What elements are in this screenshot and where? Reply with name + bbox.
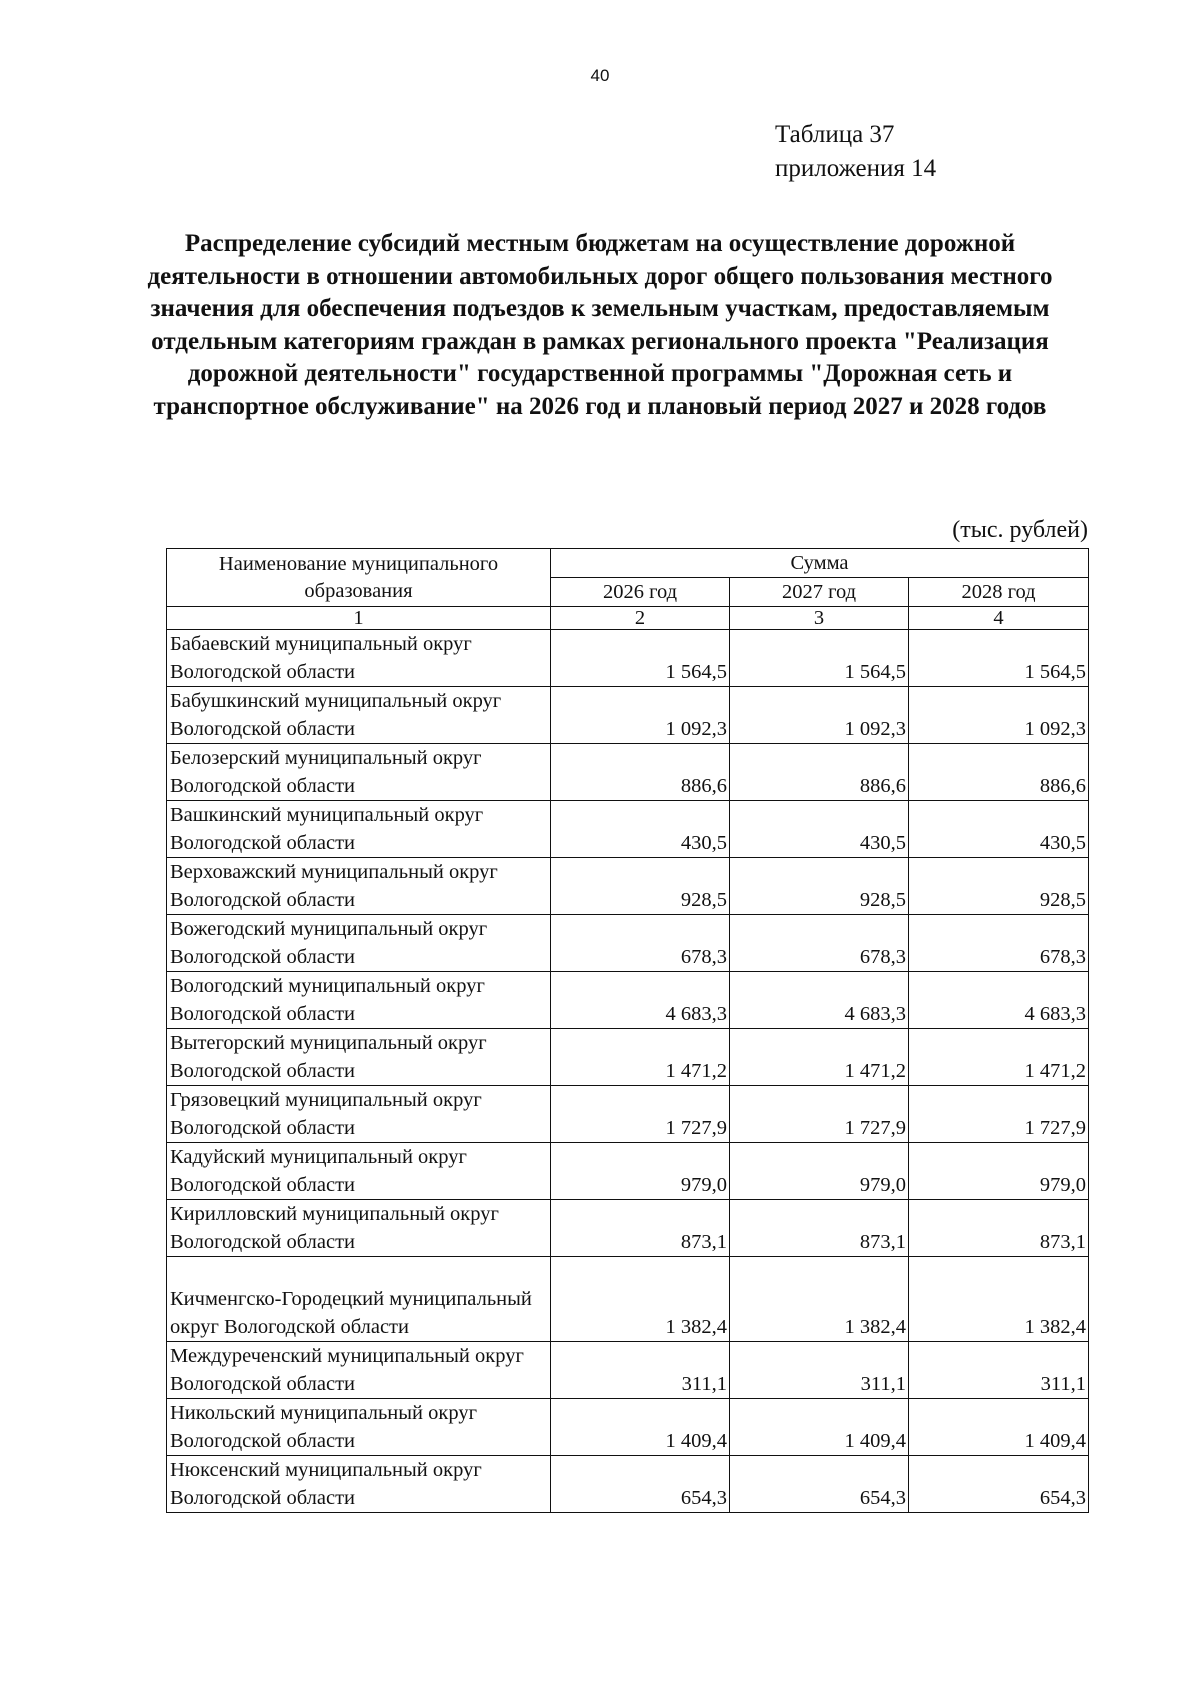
table-row — [167, 1086, 1089, 1143]
value-2028: 979,0 — [909, 1143, 1089, 1200]
table-row — [167, 801, 1089, 858]
value-2027: 886,6 — [730, 744, 909, 801]
value-2027: 979,0 — [730, 1143, 909, 1200]
municipality-name: Кирилловский муниципальный округ Вологодской области — [167, 1200, 551, 1257]
table-row — [167, 1399, 1089, 1456]
column-number-2: 2 — [551, 607, 730, 630]
municipality-name: Кадуйский муниципальный округ Вологодской области — [167, 1143, 551, 1200]
value-2028: 1 409,4 — [909, 1399, 1089, 1456]
table-row — [167, 687, 1089, 744]
table-row — [167, 915, 1089, 972]
value-2026: 1 471,2 — [551, 1029, 730, 1086]
value-2028: 1 092,3 — [909, 687, 1089, 744]
value-2026: 928,5 — [551, 858, 730, 915]
table-row — [167, 1029, 1089, 1086]
header-year-2026: 2026 год — [551, 578, 730, 607]
value-2028: 1 471,2 — [909, 1029, 1089, 1086]
value-2026: 1 409,4 — [551, 1399, 730, 1456]
value-2026: 1 564,5 — [551, 630, 730, 687]
table-row — [167, 858, 1089, 915]
subsidy-table — [166, 548, 1089, 1513]
value-2027: 4 683,3 — [730, 972, 909, 1029]
value-2028: 886,6 — [909, 744, 1089, 801]
value-2027: 311,1 — [730, 1342, 909, 1399]
municipality-name: Грязовецкий муниципальный округ Вологодской области — [167, 1086, 551, 1143]
value-2027: 1 727,9 — [730, 1086, 909, 1143]
value-2026: 873,1 — [551, 1200, 730, 1257]
value-2027: 430,5 — [730, 801, 909, 858]
table-row — [167, 1257, 1089, 1342]
value-2027: 654,3 — [730, 1456, 909, 1513]
value-2027: 1 471,2 — [730, 1029, 909, 1086]
value-2028: 1 564,5 — [909, 630, 1089, 687]
municipality-name: Междуреченский муниципальный округ Вологодской области — [167, 1342, 551, 1399]
value-2027: 873,1 — [730, 1200, 909, 1257]
table-number: Таблица 37 — [775, 121, 895, 148]
value-2026: 678,3 — [551, 915, 730, 972]
value-2028: 430,5 — [909, 801, 1089, 858]
value-2026: 886,6 — [551, 744, 730, 801]
value-2027: 1 409,4 — [730, 1399, 909, 1456]
value-2028: 1 382,4 — [909, 1257, 1089, 1342]
municipality-name: Бабушкинский муниципальный округ Вологодской области — [167, 687, 551, 744]
municipality-name: Белозерский муниципальный округ Вологодской области — [167, 744, 551, 801]
table-row — [167, 630, 1089, 687]
municipality-name: Никольский муниципальный округ Вологодской области — [167, 1399, 551, 1456]
municipality-name: Вытегорский муниципальный округ Вологодской области — [167, 1029, 551, 1086]
value-2026: 654,3 — [551, 1456, 730, 1513]
value-2027: 1 382,4 — [730, 1257, 909, 1342]
value-2028: 311,1 — [909, 1342, 1089, 1399]
value-2028: 928,5 — [909, 858, 1089, 915]
municipality-name: Верховажский муниципальный округ Вологодской области — [167, 858, 551, 915]
value-2026: 979,0 — [551, 1143, 730, 1200]
value-2026: 311,1 — [551, 1342, 730, 1399]
document-title: Распределение субсидий местным бюджетам на осуществление дорожной деятельности в отношении автомобильных дорог общего пользования местного значения для обеспечения подъездов к земельным участкам, предоставляемым отдельным категориям граждан в рамках регионального проекта "Реализация дорожной деятельности" государственной программы "Дорожная сеть и транспортное обслуживание" на 2026 год и плановый период 2027 и 2028 годов — [147, 230, 1053, 420]
municipality-name: Вологодский муниципальный округ Вологодской области — [167, 972, 551, 1029]
value-2027: 678,3 — [730, 915, 909, 972]
value-2026: 1 382,4 — [551, 1257, 730, 1342]
value-2027: 1 092,3 — [730, 687, 909, 744]
column-number-4: 4 — [909, 607, 1089, 630]
value-2028: 1 727,9 — [909, 1086, 1089, 1143]
header-year-2027: 2027 год — [730, 578, 909, 607]
table-row — [167, 1456, 1089, 1513]
value-2026: 1 727,9 — [551, 1086, 730, 1143]
value-2026: 4 683,3 — [551, 972, 730, 1029]
value-2028: 654,3 — [909, 1456, 1089, 1513]
table-row — [167, 1200, 1089, 1257]
page-number: 40 — [590, 66, 610, 85]
header-sum: Сумма — [551, 549, 1089, 578]
table-row — [167, 1342, 1089, 1399]
column-number-1: 1 — [167, 607, 551, 630]
header-year-2028: 2028 год — [909, 578, 1089, 607]
municipality-name: Нюксенский муниципальный округ Вологодской области — [167, 1456, 551, 1513]
unit-label: (тыс. рублей) — [952, 517, 1088, 543]
appendix-reference: приложения 14 — [775, 155, 937, 182]
table-row — [167, 972, 1089, 1029]
value-2026: 430,5 — [551, 801, 730, 858]
value-2028: 873,1 — [909, 1200, 1089, 1257]
table-reference — [775, 118, 936, 186]
municipality-name: Бабаевский муниципальный округ Вологодской области — [167, 630, 551, 687]
table-row — [167, 1143, 1089, 1200]
value-2028: 678,3 — [909, 915, 1089, 972]
header-municipality: Наименование муниципального образования — [167, 549, 551, 607]
value-2026: 1 092,3 — [551, 687, 730, 744]
municipality-name: Кичменгско-Городецкий муниципальный округ Вологодской области — [167, 1257, 551, 1342]
value-2027: 928,5 — [730, 858, 909, 915]
value-2028: 4 683,3 — [909, 972, 1089, 1029]
municipality-name: Вашкинский муниципальный округ Вологодской области — [167, 801, 551, 858]
column-number-3: 3 — [730, 607, 909, 630]
value-2027: 1 564,5 — [730, 630, 909, 687]
municipality-name: Вожегодский муниципальный округ Вологодской области — [167, 915, 551, 972]
table-row — [167, 744, 1089, 801]
